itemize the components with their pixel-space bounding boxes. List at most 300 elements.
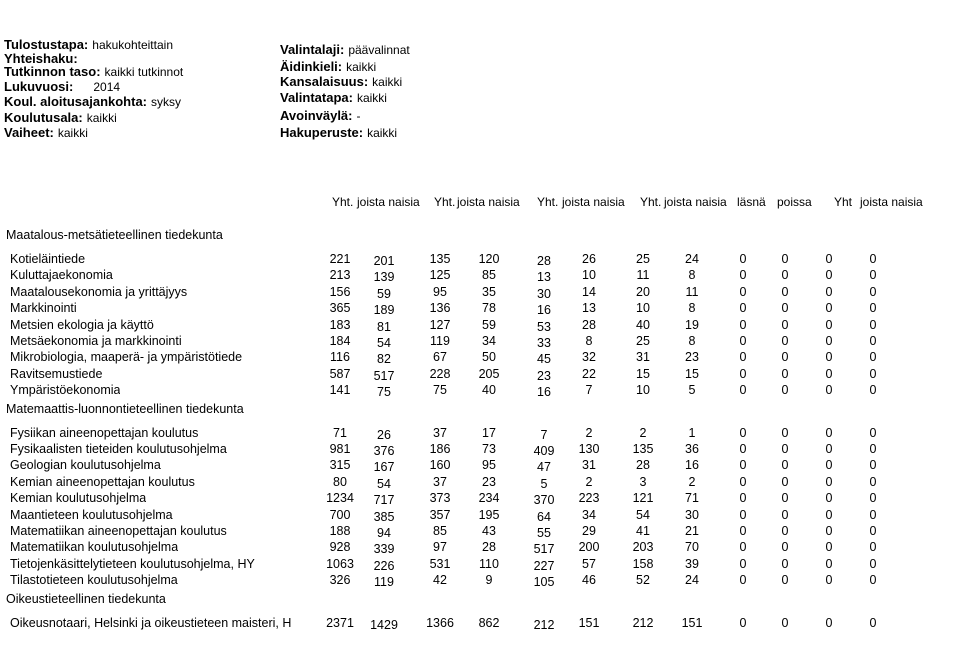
table-cell: 30 xyxy=(685,508,699,522)
table-cell: 16 xyxy=(685,458,699,472)
table-cell: 119 xyxy=(430,334,450,348)
table-cell: 0 xyxy=(739,508,747,522)
table-cell: 127 xyxy=(429,318,451,332)
table-cell: 5 xyxy=(688,383,696,397)
filter-left-item xyxy=(4,79,120,94)
table-cell: 0 xyxy=(825,350,833,364)
filter-label: Äidinkieli: xyxy=(280,59,343,74)
sub-header: joista naisia xyxy=(457,195,520,209)
table-cell: 0 xyxy=(869,557,877,571)
table-cell: 0 xyxy=(825,524,833,538)
table-cell: 85 xyxy=(433,524,447,538)
table-cell: 13 xyxy=(537,270,551,284)
table-cell: 8 xyxy=(585,334,593,348)
table-cell: 11 xyxy=(636,268,650,282)
table-cell: 0 xyxy=(739,318,747,332)
table-cell: 167 xyxy=(373,460,395,474)
table-cell: 339 xyxy=(373,542,395,556)
table-cell: 95 xyxy=(433,285,447,299)
table-cell: 110 xyxy=(479,557,499,571)
table-cell: 0 xyxy=(825,426,833,440)
filter-label: Hakuperuste: xyxy=(280,125,364,140)
filter-label: Valintalaji: xyxy=(280,42,345,57)
table-cell: 376 xyxy=(373,444,395,458)
filter-value: kaikki xyxy=(86,111,117,125)
filter-label: Koul. aloitusajankohta: xyxy=(4,94,148,109)
table-cell: 71 xyxy=(685,491,699,505)
filter-label: Koulutusala: xyxy=(4,110,83,125)
filter-value: syksy xyxy=(151,95,182,109)
table-cell: 0 xyxy=(825,475,833,489)
filter-label: Tulostustapa: xyxy=(4,37,89,52)
table-cell: 43 xyxy=(482,524,496,538)
table-cell: 23 xyxy=(537,369,551,383)
table-cell: 0 xyxy=(781,573,789,587)
table-cell: 0 xyxy=(739,426,747,440)
table-cell: 24 xyxy=(685,252,699,266)
sub-header: Yht. xyxy=(434,195,456,209)
table-cell: 21 xyxy=(685,524,699,538)
table-cell: 0 xyxy=(781,616,789,630)
table-cell: 531 xyxy=(429,557,451,571)
table-cell: 53 xyxy=(537,320,551,334)
table-cell: 125 xyxy=(429,268,451,282)
table-cell: 0 xyxy=(781,426,789,440)
table-cell: 116 xyxy=(330,350,350,364)
row-label: Mikrobiologia, maaperä- ja ympäristötiede xyxy=(10,350,243,364)
table-cell: 119 xyxy=(374,575,394,589)
table-cell: 0 xyxy=(781,524,789,538)
table-cell: 75 xyxy=(433,383,447,397)
table-cell: 10 xyxy=(582,268,596,282)
table-cell: 85 xyxy=(482,268,496,282)
table-cell: 212 xyxy=(632,616,654,630)
table-cell: 14 xyxy=(582,285,596,299)
table-cell: 46 xyxy=(582,573,596,587)
table-cell: 0 xyxy=(781,301,789,315)
table-cell: 25 xyxy=(636,252,650,266)
table-cell: 0 xyxy=(869,252,877,266)
table-cell: 0 xyxy=(739,268,747,282)
table-cell: 357 xyxy=(429,508,451,522)
table-cell: 41 xyxy=(636,524,650,538)
table-cell: 0 xyxy=(825,268,833,282)
sub-header: Yht. xyxy=(332,195,354,209)
filter-left-item xyxy=(4,64,183,79)
table-cell: 97 xyxy=(433,540,447,554)
table-cell: 0 xyxy=(825,367,833,381)
table-cell: 121 xyxy=(632,491,654,505)
table-cell: 54 xyxy=(377,477,391,491)
filter-label: Lukuvuosi: xyxy=(4,79,74,94)
table-cell: 862 xyxy=(478,616,500,630)
table-cell: 517 xyxy=(373,369,395,383)
table-cell: 13 xyxy=(582,301,596,315)
filter-value: kaikki xyxy=(346,60,377,74)
table-cell: 135 xyxy=(429,252,451,266)
table-cell: 0 xyxy=(869,285,877,299)
table-cell: 0 xyxy=(825,301,833,315)
row-label: Maatalousekonomia ja yrittäjyys xyxy=(10,285,188,299)
table-cell: 31 xyxy=(582,458,596,472)
table-cell: 0 xyxy=(869,475,877,489)
table-cell: 0 xyxy=(739,350,747,364)
table-cell: 0 xyxy=(825,540,833,554)
table-cell: 0 xyxy=(781,285,789,299)
table-cell: 26 xyxy=(582,252,596,266)
table-cell: 23 xyxy=(685,350,699,364)
table-cell: 189 xyxy=(373,303,395,317)
table-cell: 0 xyxy=(781,318,789,332)
table-cell: 981 xyxy=(329,442,351,456)
filter-label: Valintatapa: xyxy=(280,90,353,105)
table-cell: 326 xyxy=(329,573,351,587)
table-cell: 37 xyxy=(433,426,447,440)
table-cell: 151 xyxy=(578,616,600,630)
table-cell: 23 xyxy=(482,475,496,489)
table-cell: 105 xyxy=(533,575,555,589)
filter-value: kaikki xyxy=(57,126,88,140)
table-cell: 141 xyxy=(329,383,351,397)
table-cell: 0 xyxy=(739,252,747,266)
table-cell: 67 xyxy=(433,350,447,364)
table-cell: 2 xyxy=(688,475,696,489)
table-cell: 26 xyxy=(377,428,391,442)
table-cell: 5 xyxy=(540,477,548,491)
filter-value: hakukohteittain xyxy=(92,38,173,52)
table-cell: 151 xyxy=(681,616,703,630)
table-cell: 226 xyxy=(373,559,395,573)
table-cell: 0 xyxy=(869,616,877,630)
table-cell: 64 xyxy=(537,510,551,524)
table-cell: 0 xyxy=(825,616,833,630)
table-cell: 0 xyxy=(739,557,747,571)
filter-right-item xyxy=(280,74,402,89)
table-cell: 42 xyxy=(433,573,447,587)
table-cell: 81 xyxy=(377,320,391,334)
row-label: Tietojenkäsittelytieteen koulutusohjelma, HY xyxy=(10,557,255,571)
table-cell: 0 xyxy=(781,350,789,364)
table-cell: 213 xyxy=(329,268,351,282)
table-cell: 10 xyxy=(636,383,650,397)
table-cell: 50 xyxy=(482,350,496,364)
table-cell: 28 xyxy=(582,318,596,332)
table-cell: 2 xyxy=(585,426,593,440)
table-cell: 0 xyxy=(869,508,877,522)
table-cell: 1429 xyxy=(370,618,398,632)
table-cell: 2 xyxy=(585,475,593,489)
table-cell: 28 xyxy=(482,540,496,554)
table-cell: 0 xyxy=(781,268,789,282)
row-label: Kuluttajaekonomia xyxy=(10,268,113,282)
table-cell: 54 xyxy=(377,336,391,350)
table-cell: 0 xyxy=(825,491,833,505)
table-cell: 94 xyxy=(377,526,391,540)
table-cell: 0 xyxy=(869,350,877,364)
table-cell: 15 xyxy=(636,367,650,381)
table-cell: 57 xyxy=(582,557,596,571)
filter-value: - xyxy=(356,109,361,123)
table-cell: 20 xyxy=(636,285,650,299)
table-cell: 517 xyxy=(533,542,555,556)
table-cell: 0 xyxy=(869,334,877,348)
row-label: Ympäristöekonomia xyxy=(10,383,121,397)
table-cell: 37 xyxy=(433,475,447,489)
table-cell: 0 xyxy=(825,252,833,266)
table-cell: 82 xyxy=(377,352,391,366)
table-cell: 700 xyxy=(329,508,351,522)
table-cell: 0 xyxy=(825,318,833,332)
table-cell: 15 xyxy=(685,367,699,381)
table-cell: 205 xyxy=(478,367,500,381)
table-cell: 1366 xyxy=(426,616,454,630)
table-cell: 0 xyxy=(739,334,747,348)
table-cell: 0 xyxy=(781,540,789,554)
filter-value: kaikki tutkinnot xyxy=(104,65,184,79)
sub-header: joista naisia xyxy=(860,195,923,209)
table-cell: 370 xyxy=(533,493,555,507)
table-cell: 928 xyxy=(329,540,351,554)
table-cell: 54 xyxy=(636,508,650,522)
table-cell: 0 xyxy=(781,557,789,571)
table-cell: 184 xyxy=(329,334,351,348)
table-cell: 70 xyxy=(685,540,699,554)
table-cell: 34 xyxy=(482,334,496,348)
filter-left-item xyxy=(4,37,173,52)
table-cell: 59 xyxy=(482,318,496,332)
table-cell: 0 xyxy=(825,442,833,456)
sub-header: poissa xyxy=(777,195,812,209)
table-cell: 35 xyxy=(482,285,496,299)
table-cell: 136 xyxy=(429,301,451,315)
table-cell: 0 xyxy=(825,508,833,522)
filter-left-item xyxy=(4,125,88,140)
sub-header: joista naisia xyxy=(664,195,727,209)
row-label: Tilastotieteen koulutusohjelma xyxy=(10,573,178,587)
table-cell: 47 xyxy=(537,460,551,474)
table-cell: 160 xyxy=(429,458,451,472)
table-cell: 0 xyxy=(869,367,877,381)
table-cell: 0 xyxy=(825,383,833,397)
table-cell: 0 xyxy=(781,508,789,522)
table-cell: 0 xyxy=(869,442,877,456)
filter-label: Vaiheet: xyxy=(4,125,54,140)
sub-header: joista naisia xyxy=(357,195,420,209)
sub-header: joista naisia xyxy=(562,195,625,209)
table-cell: 0 xyxy=(739,540,747,554)
table-cell: 52 xyxy=(636,573,650,587)
table-cell: 29 xyxy=(582,524,596,538)
table-cell: 1 xyxy=(688,426,696,440)
table-cell: 30 xyxy=(537,287,551,301)
table-cell: 195 xyxy=(478,508,500,522)
table-cell: 227 xyxy=(533,559,555,573)
table-cell: 95 xyxy=(482,458,496,472)
table-cell: 39 xyxy=(685,557,699,571)
table-cell: 28 xyxy=(537,254,551,268)
filter-value: kaikki xyxy=(367,126,398,140)
table-cell: 73 xyxy=(482,442,496,456)
table-cell: 212 xyxy=(533,618,555,632)
sub-header: Yht. xyxy=(640,195,662,209)
table-cell: 31 xyxy=(636,350,650,364)
table-cell: 40 xyxy=(636,318,650,332)
filter-value: kaikki xyxy=(372,75,403,89)
table-cell: 78 xyxy=(482,301,496,315)
table-cell: 120 xyxy=(478,252,500,266)
table-cell: 203 xyxy=(632,540,654,554)
sub-header: läsnä xyxy=(737,195,766,209)
table-cell: 156 xyxy=(329,285,351,299)
section-header: Oikeustieteellinen tiedekunta xyxy=(6,591,166,606)
table-cell: 75 xyxy=(377,385,391,399)
table-cell: 1063 xyxy=(326,557,354,571)
table-cell: 409 xyxy=(533,444,555,458)
table-cell: 0 xyxy=(781,442,789,456)
table-cell: 34 xyxy=(582,508,596,522)
table-cell: 45 xyxy=(537,352,551,366)
table-cell: 0 xyxy=(739,301,747,315)
table-cell: 158 xyxy=(632,557,654,571)
table-cell: 201 xyxy=(373,254,395,268)
row-label: Markkinointi xyxy=(10,301,77,315)
table-cell: 0 xyxy=(781,458,789,472)
table-cell: 10 xyxy=(636,301,650,315)
filter-label: Avoinväylä: xyxy=(280,108,353,123)
table-cell: 0 xyxy=(739,524,747,538)
table-cell: 0 xyxy=(781,383,789,397)
table-cell: 0 xyxy=(739,442,747,456)
table-cell: 0 xyxy=(739,491,747,505)
table-cell: 0 xyxy=(739,285,747,299)
table-cell: 373 xyxy=(429,491,451,505)
table-cell: 234 xyxy=(478,491,500,505)
row-label: Metsien ekologia ja käyttö xyxy=(10,318,154,332)
table-cell: 587 xyxy=(329,367,351,381)
row-label: Matematiikan aineenopettajan koulutus xyxy=(10,524,227,538)
table-cell: 0 xyxy=(739,616,747,630)
sub-header: Yht xyxy=(834,195,853,209)
table-cell: 200 xyxy=(578,540,600,554)
table-cell: 0 xyxy=(869,458,877,472)
filter-left-item xyxy=(4,94,181,109)
row-label: Geologian koulutusohjelma xyxy=(10,458,161,472)
row-label: Kemian koulutusohjelma xyxy=(10,491,147,505)
table-cell: 0 xyxy=(869,426,877,440)
table-cell: 0 xyxy=(781,252,789,266)
table-cell: 223 xyxy=(578,491,600,505)
filter-right-item xyxy=(280,125,397,140)
table-cell: 55 xyxy=(537,526,551,540)
table-cell: 139 xyxy=(373,270,395,284)
row-label: Fysikaalisten tieteiden koulutusohjelma xyxy=(10,442,227,456)
table-cell: 0 xyxy=(869,524,877,538)
sub-header: Yht. xyxy=(537,195,559,209)
table-cell: 130 xyxy=(578,442,600,456)
row-label: Ravitsemustiede xyxy=(10,367,103,381)
table-cell: 0 xyxy=(869,573,877,587)
table-cell: 0 xyxy=(869,540,877,554)
table-cell: 0 xyxy=(781,475,789,489)
table-cell: 32 xyxy=(582,350,596,364)
table-cell: 0 xyxy=(825,334,833,348)
filter-left-item xyxy=(4,110,117,125)
table-cell: 17 xyxy=(482,426,496,440)
table-cell: 8 xyxy=(688,301,696,315)
table-cell: 8 xyxy=(688,334,696,348)
section-header: Maatalous-metsätieteellinen tiedekunta xyxy=(6,228,223,242)
table-cell: 22 xyxy=(582,367,596,381)
filter-label: Kansalaisuus: xyxy=(280,74,369,89)
table-cell: 365 xyxy=(329,301,351,315)
table-cell: 0 xyxy=(825,458,833,472)
table-cell: 0 xyxy=(869,383,877,397)
table-cell: 3 xyxy=(639,475,647,489)
table-cell: 8 xyxy=(688,268,696,282)
row-label: Matematiikan koulutusohjelma xyxy=(10,540,179,554)
table-cell: 0 xyxy=(869,491,877,505)
table-cell: 0 xyxy=(739,383,747,397)
table-cell: 19 xyxy=(685,318,699,332)
filter-right-item xyxy=(280,108,361,123)
row-label: Fysiikan aineenopettajan koulutus xyxy=(10,426,199,440)
table-cell: 0 xyxy=(739,458,747,472)
table-cell: 0 xyxy=(825,557,833,571)
table-cell: 71 xyxy=(333,426,347,440)
table-cell: 0 xyxy=(825,285,833,299)
table-cell: 25 xyxy=(636,334,650,348)
table-cell: 2371 xyxy=(326,616,354,630)
table-cell: 11 xyxy=(685,285,699,299)
table-cell: 1234 xyxy=(326,491,354,505)
table-cell: 9 xyxy=(485,573,493,587)
table-cell: 0 xyxy=(869,318,877,332)
row-label: Maantieteen koulutusohjelma xyxy=(10,508,173,522)
table-cell: 0 xyxy=(781,334,789,348)
table-cell: 0 xyxy=(869,301,877,315)
table-cell: 59 xyxy=(377,287,391,301)
filter-label: Tutkinnon taso: xyxy=(4,64,101,79)
table-cell: 186 xyxy=(429,442,451,456)
table-cell: 7 xyxy=(540,428,548,442)
table-cell: 228 xyxy=(429,367,451,381)
table-cell: 0 xyxy=(781,491,789,505)
table-cell: 0 xyxy=(739,367,747,381)
table-cell: 221 xyxy=(329,252,351,266)
table-cell: 7 xyxy=(585,383,593,397)
filter-value: päävalinnat xyxy=(348,43,410,57)
table-cell: 0 xyxy=(869,268,877,282)
table-cell: 717 xyxy=(373,493,395,507)
filter-right-item xyxy=(280,42,410,57)
table-cell: 36 xyxy=(685,442,699,456)
table-cell: 0 xyxy=(825,573,833,587)
table-cell: 0 xyxy=(739,475,747,489)
row-label: Metsäekonomia ja markkinointi xyxy=(10,334,182,348)
row-label: Kotieläintiede xyxy=(10,252,86,266)
table-cell: 28 xyxy=(636,458,650,472)
filter-right-item xyxy=(280,59,376,74)
table-cell: 0 xyxy=(781,367,789,381)
section-header: Matemaattis-luonnontieteellinen tiedekunta xyxy=(6,401,244,416)
table-cell: 16 xyxy=(537,385,551,399)
table-cell: 80 xyxy=(333,475,347,489)
table-cell: 385 xyxy=(373,510,395,524)
table-cell: 24 xyxy=(685,573,699,587)
filter-value: 2014 xyxy=(93,80,121,94)
table-cell: 40 xyxy=(482,383,496,397)
table-cell: 2 xyxy=(639,426,647,440)
